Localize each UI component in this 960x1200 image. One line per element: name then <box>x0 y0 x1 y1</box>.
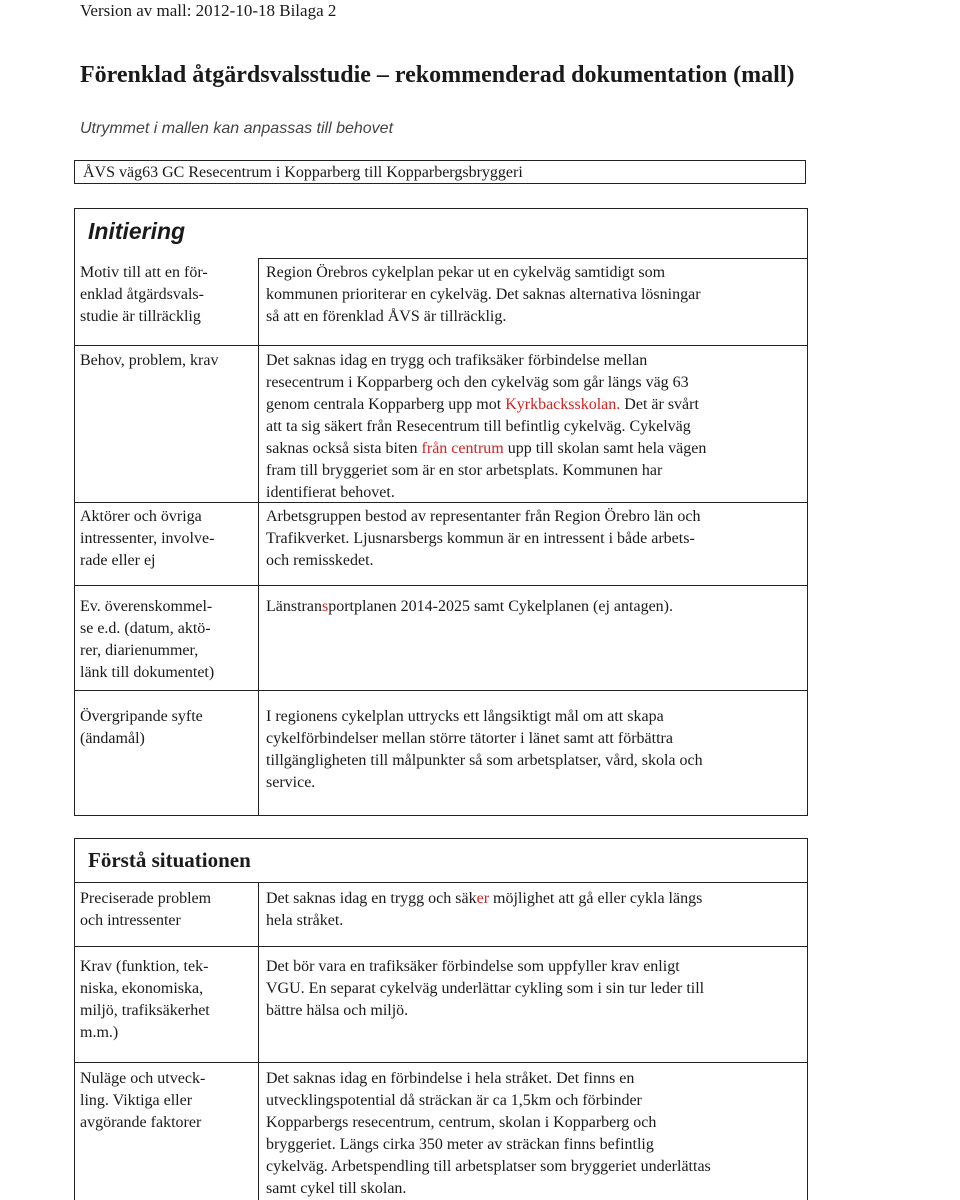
project-name: ÅVS väg63 GC Resecentrum i Kopparberg till Kopparbergsbryggeri <box>83 164 523 181</box>
value-preciserade-text: möjlighet att gå eller cykla längs hela stråket. <box>266 890 703 929</box>
label-krav: Krav (funktion, tek- niska, ekonomiska, miljö, trafiksäkerhet m.m.) <box>80 958 210 1041</box>
value-behov-text: upp till skolan samt hela vägen fram till bryggeriet som är en stor arbetsplats. Kommunen har identifierat behovet. <box>266 440 707 501</box>
value-behov-text: Det är svårt att ta sig säkert från Resecentrum till befintlig cykelväg. Cykelväg saknas också sista biten <box>266 396 699 457</box>
version-text: Version av mall: 2012-10-18 Bilaga 2 <box>80 1 337 20</box>
value-krav: Det bör vara en trafiksäker förbindelse som uppfyller krav enligt VGU. En separat cykelväg underlättar cykling som i sin tur leder till bättre hälsa och miljö. <box>266 958 705 1019</box>
label-nulage: Nuläge och utveck- ling. Viktiga eller avgörande faktorer <box>80 1070 206 1131</box>
value-overenskommelse-highlight: s <box>321 598 329 615</box>
value-behov <box>266 350 796 504</box>
value-behov-highlight-center: från centrum <box>421 440 504 457</box>
divider <box>74 585 808 586</box>
label-behov: Behov, problem, krav <box>80 352 219 369</box>
label-preciserade-problem: Preciserade problem och intressenter <box>80 890 212 929</box>
section-heading-initiering: Initiering <box>88 218 186 244</box>
section-heading-forsta: Förstå situationen <box>88 848 251 872</box>
label-motiv: Motiv till att en för- enklad åtgärdsvals- studie är tillräcklig <box>80 264 208 325</box>
page-title: Förenklad åtgärdsvalsstudie – rekommenderad dokumentation (mall) <box>80 62 795 88</box>
value-aktorer: Arbetsgruppen bestod av representanter från Region Örebro län och Trafikverket. Ljusnarsbergs kommun är en intressent i både arbets- och remisskedet. <box>266 508 701 569</box>
divider <box>74 345 808 346</box>
column-divider <box>258 258 259 816</box>
divider <box>74 1062 808 1063</box>
value-overenskommelse-text: Länstran <box>266 598 322 615</box>
value-behov-highlight-school: Kyrkbacksskolan. <box>505 396 621 413</box>
value-overenskommelse <box>266 596 796 618</box>
label-syfte: Övergripande syfte (ändamål) <box>80 708 203 747</box>
value-preciserade-text: Det saknas idag en trygg och säk <box>266 890 477 907</box>
label-aktorer: Aktörer och övriga intressenter, involve- rade eller ej <box>80 508 215 569</box>
divider <box>74 882 808 883</box>
column-divider <box>258 882 259 1200</box>
value-syfte: I regionens cykelplan uttrycks ett långsiktigt mål om att skapa cykelförbindelser mellan större tätorter i länet samt att förbättra tillgängligheten till målpunkter så som arbetsplatser, vård, skola och service. <box>266 708 703 791</box>
divider <box>74 690 808 691</box>
label-overenskommelse: Ev. överenskommel- se e.d. (datum, aktö- rer, diarienummer, länk till dokumentet) <box>80 598 215 681</box>
value-overenskommelse-text: portplanen 2014-2025 samt Cykelplanen (ej antagen). <box>328 598 674 615</box>
value-preciserade-highlight: er <box>476 890 490 907</box>
value-motiv: Region Örebros cykelplan pekar ut en cykelväg samtidigt som kommunen prioriterar en cykelväg. Det saknas alternativa lösningar så att en förenklad ÅVS är tillräcklig. <box>266 264 701 325</box>
value-preciserade-problem <box>266 888 796 932</box>
page-subtitle: Utrymmet i mallen kan anpassas till behovet <box>80 120 394 137</box>
project-name-box <box>74 160 806 184</box>
divider <box>74 946 808 947</box>
value-behov-text: Det saknas idag en trygg och trafiksäker förbindelse mellan resecentrum i Kopparberg och den cykelväg som går längs väg 63 genom centrala Kopparberg upp mot <box>266 352 689 413</box>
divider <box>258 258 808 259</box>
value-nulage: Det saknas idag en förbindelse i hela stråket. Det finns en utvecklingspotential då sträckan är ca 1,5km och förbinder Kopparbergs resecentrum, centrum, skolan i Kopparberg och bryggeriet. Längs cirka 350 meter av sträckan finns befintlig cykelväg. Arbetspendling till arbetsplatser som bryggeriet underlättas samt cykel till skolan. <box>266 1070 711 1197</box>
